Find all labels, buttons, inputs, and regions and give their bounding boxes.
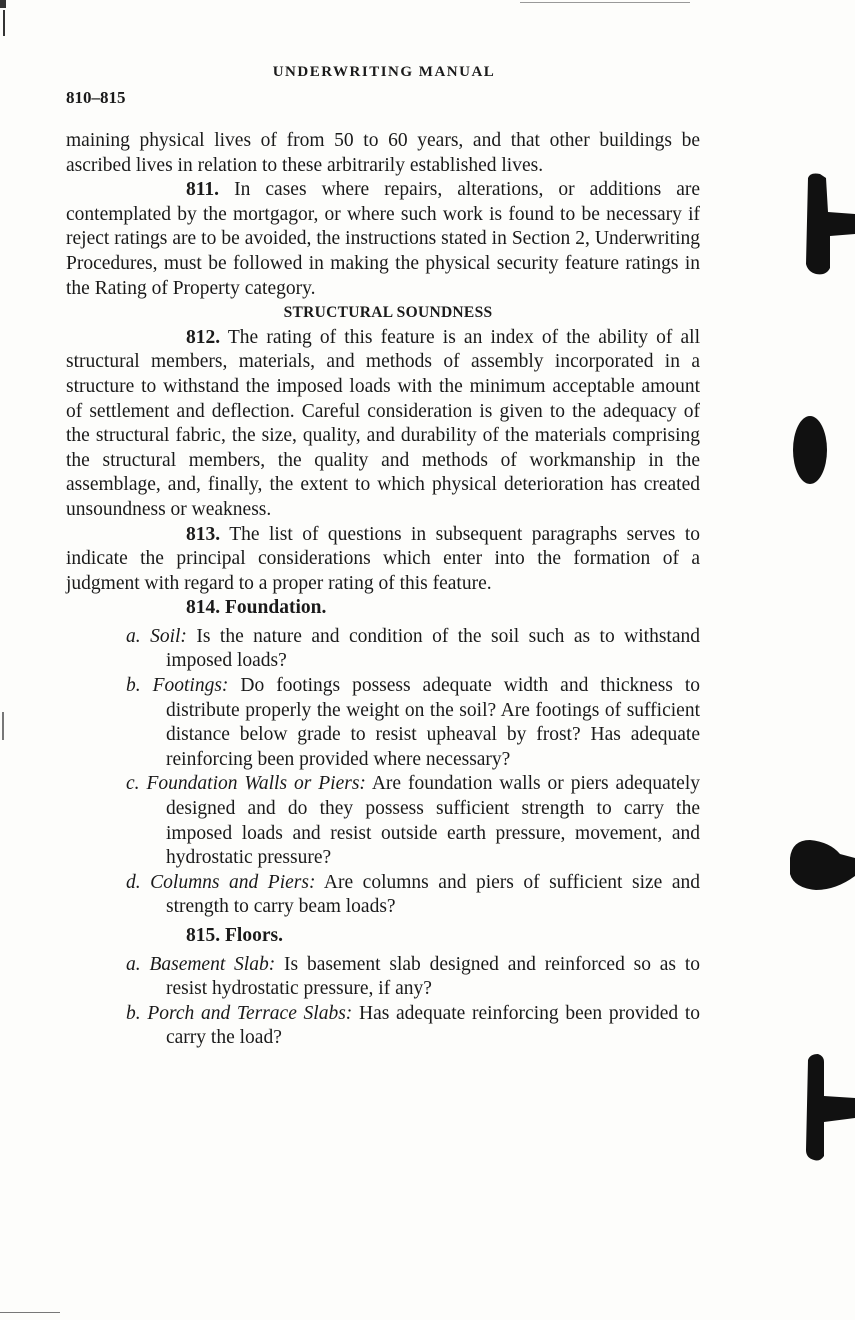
subheading-814: 814. Foundation. [186, 597, 327, 619]
list-item [66, 625, 700, 674]
paragraph-number: 811. [186, 179, 220, 201]
section-heading: STRUCTURAL SOUNDNESS [283, 304, 493, 322]
item-title: Foundation Walls or Piers: [146, 773, 366, 795]
list-item [66, 674, 700, 772]
item-title: Footings: [152, 675, 229, 697]
binding-mark-3 [786, 836, 855, 892]
subheading-815: 815. Floors. [186, 925, 283, 946]
paragraph-811 [66, 178, 700, 301]
paragraph-812 [66, 326, 700, 523]
intro-paragraph: maining physical lives of from 50 to 60 years, and that other buildings be ascribed lives in relation to these arbitrarily established lives. [66, 130, 700, 176]
binding-mark-2 [790, 414, 830, 486]
item-text: Are foundation walls or piers adequately designed and do they possess sufficient strength to carry the imposed loads and resist outside earth pressure, movement, and hydrostatic pressure? [166, 773, 701, 869]
item-title: Basement Slab: [149, 953, 276, 975]
item-text: Are columns and piers of sufficient size and strength to carry beam loads? [166, 871, 700, 918]
paragraph-number: 812. [186, 326, 221, 348]
item-text: Is basement slab designed and reinforced so as to resist hydrostatic pressure, if any? [166, 953, 701, 1000]
list-item [66, 953, 700, 1002]
item-label: a. [126, 953, 141, 975]
list-item [66, 1002, 700, 1051]
list-item [66, 871, 700, 920]
scan-line-left [3, 10, 5, 36]
scan-mark-top-left [0, 0, 6, 8]
paragraph-number: 813. [186, 523, 221, 545]
paragraph-813 [66, 523, 700, 597]
list-item [66, 772, 700, 870]
item-title: Porch and Terrace Slabs: [147, 1002, 353, 1024]
item-text: Has adequate reinforcing been provided to carry the load? [166, 1002, 701, 1049]
page-header-title: UNDERWRITING MANUAL [272, 64, 496, 80]
item-label: d. [126, 871, 141, 893]
scan-line-left-mid [2, 712, 4, 740]
item-title: Columns and Piers: [150, 871, 316, 893]
body-text [66, 129, 700, 1051]
item-label: b. [126, 675, 141, 697]
section-range: 810–815 [66, 88, 126, 107]
item-label: a. [126, 625, 141, 647]
item-text: Do footings possess adequate width and thickness to distribute properly the weight on the soil? Are footings of sufficient distance below grade to resist upheaval by frost? Has adequate reinforcing been provided where necessary? [166, 675, 700, 770]
item-label: b. [126, 1002, 141, 1024]
item-text: Is the nature and condition of the soil such as to withstand imposed loads? [166, 625, 700, 672]
item-label: c. [126, 773, 140, 795]
paragraph-text: In cases where repairs, alterations, or additions are contemplated by the mortgagor, or where such work is found to be necessary if reject ratings are to be avoided, the instructions stated in Section 2, Underwriting Procedures, must be followed in making the physical security feature ratings in the Rating of Property category. [66, 179, 700, 299]
binding-mark-4 [802, 1052, 855, 1162]
scan-line-bottom-left [0, 1312, 60, 1313]
item-title: Soil: [150, 625, 187, 647]
scan-line-top [520, 2, 690, 3]
paragraph-text: The rating of this feature is an index of the ability of all structural members, materials, and methods of assembly incorporated in a structure to withstand the imposed loads with the minimum acceptable amount of settlement and deflection. Careful consideration is given to the adequacy of the structural fabric, the size, quality, and durability of the materials comprising the structural members, the quality and methods of workmanship in the assemblage, and, finally, the extent to which physical deterioration has created unsoundness or weakness. [66, 326, 700, 520]
binding-mark-1 [800, 172, 855, 276]
paragraph-text: The list of questions in subsequent paragraphs serves to indicate the principal considerations which enter into the formation of a judgment with regard to a proper rating of this feature. [66, 523, 700, 594]
